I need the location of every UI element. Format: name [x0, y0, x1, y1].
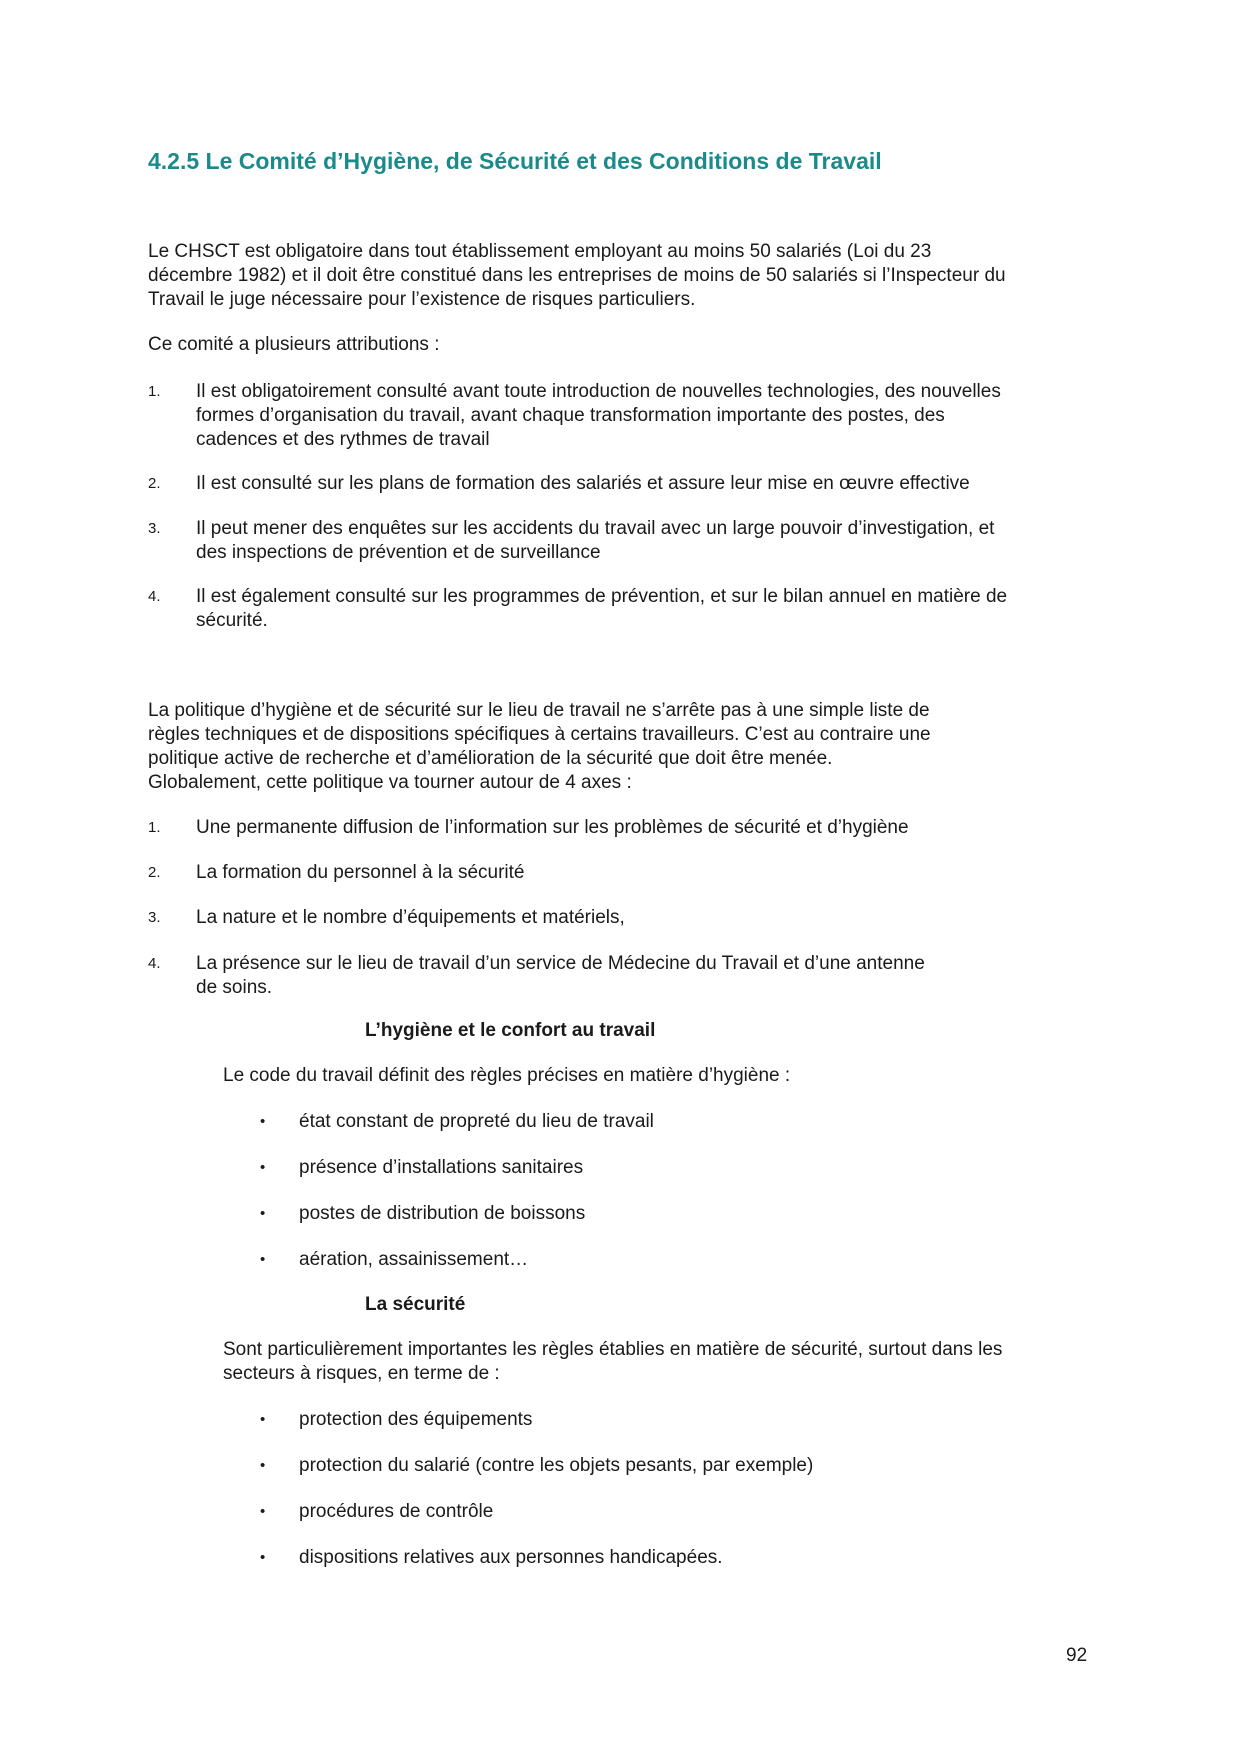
bullet-item: procédures de contrôle — [299, 1501, 494, 1522]
paragraph-line: Ce comité a plusieurs attributions : — [148, 334, 440, 355]
securite-lead — [223, 1338, 1173, 1386]
list-number: 3. — [148, 909, 161, 926]
paragraph-line: La politique d’hygiène et de sécurité sur le lieu de travail ne s’arrête pas à une simple liste de — [148, 700, 930, 721]
bullet-icon: • — [260, 1503, 266, 1520]
subsection-title-hygiene: L’hygiène et le confort au travail — [365, 1020, 656, 1041]
list-number: 1. — [148, 383, 161, 400]
bullet-item: protection du salarié (contre les objets pesants, par exemple) — [299, 1455, 814, 1476]
policy-paragraph — [148, 699, 1098, 795]
bullet-item: présence d’installations sanitaires — [299, 1157, 584, 1178]
bullet-icon: • — [260, 1411, 266, 1428]
paragraph-line: Le code du travail définit des règles précises en matière d’hygiène : — [223, 1065, 791, 1086]
bullet-icon: • — [260, 1549, 266, 1566]
bullet-icon: • — [260, 1251, 266, 1268]
list-number: 4. — [148, 588, 161, 605]
paragraph-line: politique active de recherche et d’amélioration de la sécurité que doit être menée. — [148, 748, 833, 769]
intro-paragraph — [148, 240, 1098, 312]
list-item — [196, 816, 909, 840]
list-item-line: Il est consulté sur les plans de formation des salariés et assure leur mise en œuvre effective — [196, 473, 970, 494]
list-item — [196, 585, 1007, 633]
list-item-line: La nature et le nombre d’équipements et matériels, — [196, 907, 625, 928]
list-item — [196, 861, 524, 885]
bullet-item: postes de distribution de boissons — [299, 1203, 586, 1224]
bullet-icon: • — [260, 1205, 266, 1222]
list-item-line: sécurité. — [196, 610, 268, 631]
list-number: 3. — [148, 520, 161, 537]
list-number: 1. — [148, 819, 161, 836]
paragraph-line: secteurs à risques, en terme de : — [223, 1363, 500, 1384]
bullet-item: dispositions relatives aux personnes handicapées. — [299, 1547, 723, 1568]
bullet-item: état constant de propreté du lieu de travail — [299, 1111, 654, 1132]
list-item — [196, 380, 1001, 452]
list-number: 2. — [148, 475, 161, 492]
list-item-line: des inspections de prévention et de surveillance — [196, 542, 601, 563]
paragraph-line: Le CHSCT est obligatoire dans tout établissement employant au moins 50 salariés (Loi du 23 — [148, 241, 932, 262]
list-item-line: formes d’organisation du travail, avant chaque transformation importante des postes, des — [196, 405, 945, 426]
paragraph-line: Travail le juge nécessaire pour l’existence de risques particuliers. — [148, 289, 696, 310]
list-number: 2. — [148, 864, 161, 881]
list-item-line: La présence sur le lieu de travail d’un service de Médecine du Travail et d’une antenne — [196, 953, 925, 974]
subsection-title-securite: La sécurité — [365, 1294, 466, 1315]
list-item — [196, 906, 625, 930]
list-item — [196, 517, 994, 565]
list-item — [196, 952, 925, 1000]
list-item-line: Il est obligatoirement consulté avant toute introduction de nouvelles technologies, des nouvelles — [196, 381, 1001, 402]
list-item — [196, 472, 970, 496]
bullet-icon: • — [260, 1159, 266, 1176]
bullet-item: protection des équipements — [299, 1409, 533, 1430]
list-item-line: cadences et des rythmes de travail — [196, 429, 490, 450]
list-item-line: de soins. — [196, 977, 273, 998]
page-number: 92 — [1066, 1645, 1088, 1666]
paragraph-line: Globalement, cette politique va tourner autour de 4 axes : — [148, 772, 632, 793]
attributions-lead — [148, 333, 1098, 357]
bullet-icon: • — [260, 1113, 266, 1130]
list-item-line: Il peut mener des enquêtes sur les accidents du travail avec un large pouvoir d’investigation, et — [196, 518, 995, 539]
list-item-line: Il est également consulté sur les programmes de prévention, et sur le bilan annuel en matière de — [196, 586, 1008, 607]
paragraph-line: règles techniques et de dispositions spécifiques à certains travailleurs. C’est au contraire une — [148, 724, 931, 745]
bullet-item: aération, assainissement… — [299, 1249, 529, 1270]
list-item-line: La formation du personnel à la sécurité — [196, 862, 525, 883]
bullet-icon: • — [260, 1457, 266, 1474]
list-number: 4. — [148, 955, 161, 972]
section-heading: 4.2.5 Le Comité d’Hygiène, de Sécurité et des Conditions de Travail — [148, 148, 882, 174]
paragraph-line: Sont particulièrement importantes les règles établies en matière de sécurité, surtout dans les — [223, 1339, 1003, 1360]
list-item-line: Une permanente diffusion de l’information sur les problèmes de sécurité et d’hygiène — [196, 817, 909, 838]
paragraph-line: décembre 1982) et il doit être constitué dans les entreprises de moins de 50 salariés si l’Inspecteur du — [148, 265, 1006, 286]
hygiene-lead — [223, 1064, 1173, 1088]
